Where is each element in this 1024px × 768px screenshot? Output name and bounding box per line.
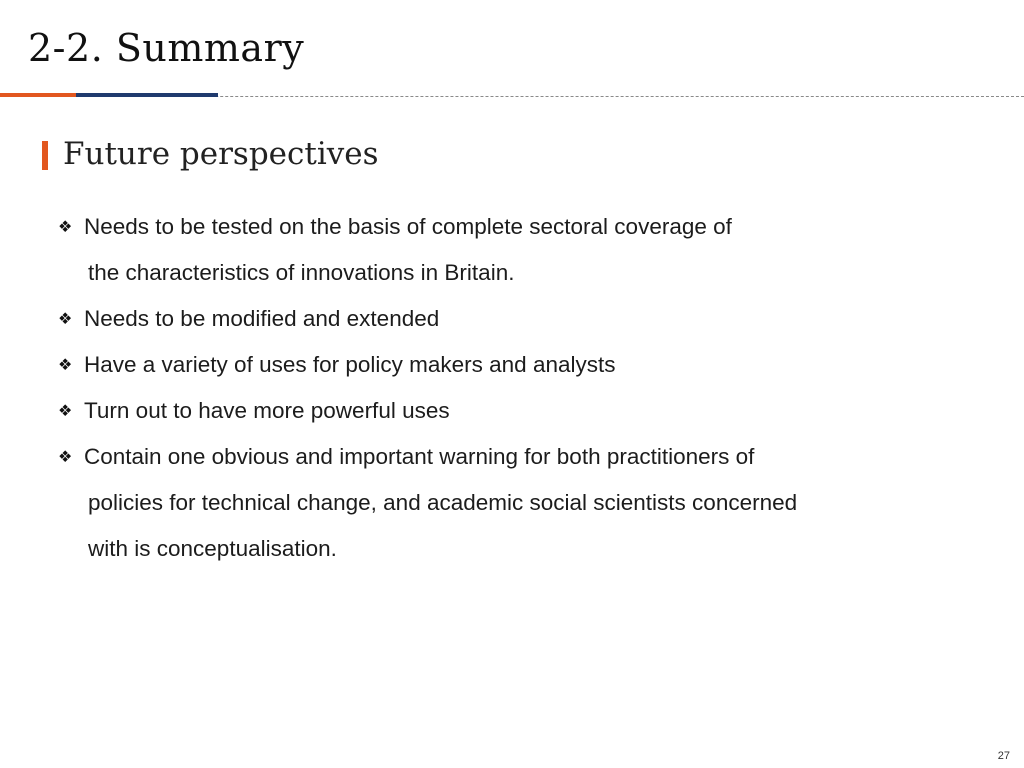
diamond-bullet-icon: ❖	[58, 355, 73, 374]
bullet-text-continuation: with is conceptualisation.	[88, 536, 337, 561]
slide-title: 2-2. Summary	[28, 26, 305, 70]
bullet-item	[58, 296, 958, 342]
bullet-text: Contain one obvious and important warning for both practitioners of	[84, 444, 755, 469]
bullet-text-continuation: the characteristics of innovations in Britain.	[88, 260, 515, 285]
bullet-item	[58, 342, 958, 388]
diamond-bullet-icon: ❖	[58, 401, 73, 420]
section-marker	[42, 141, 48, 170]
diamond-bullet-icon: ❖	[58, 447, 73, 466]
bullet-item	[58, 388, 958, 434]
bullet-item	[58, 204, 958, 296]
bullet-text: Have a variety of uses for policy makers and analysts	[84, 352, 616, 377]
bullet-text: Turn out to have more powerful uses	[84, 398, 450, 423]
bullet-text-continuation: policies for technical change, and academic social scientists concerned	[88, 490, 798, 515]
diamond-bullet-icon: ❖	[58, 217, 73, 236]
page-number: 27	[997, 750, 1010, 762]
bullet-text: Needs to be modified and extended	[84, 306, 440, 331]
section-title: Future perspectives	[63, 136, 379, 172]
bullet-text: Needs to be tested on the basis of complete sectoral coverage of	[84, 214, 732, 239]
diamond-bullet-icon: ❖	[58, 309, 73, 328]
bullet-item	[58, 434, 958, 572]
header-accent-navy	[76, 93, 218, 97]
bullet-list	[58, 204, 958, 572]
header-accent-orange	[0, 93, 76, 97]
